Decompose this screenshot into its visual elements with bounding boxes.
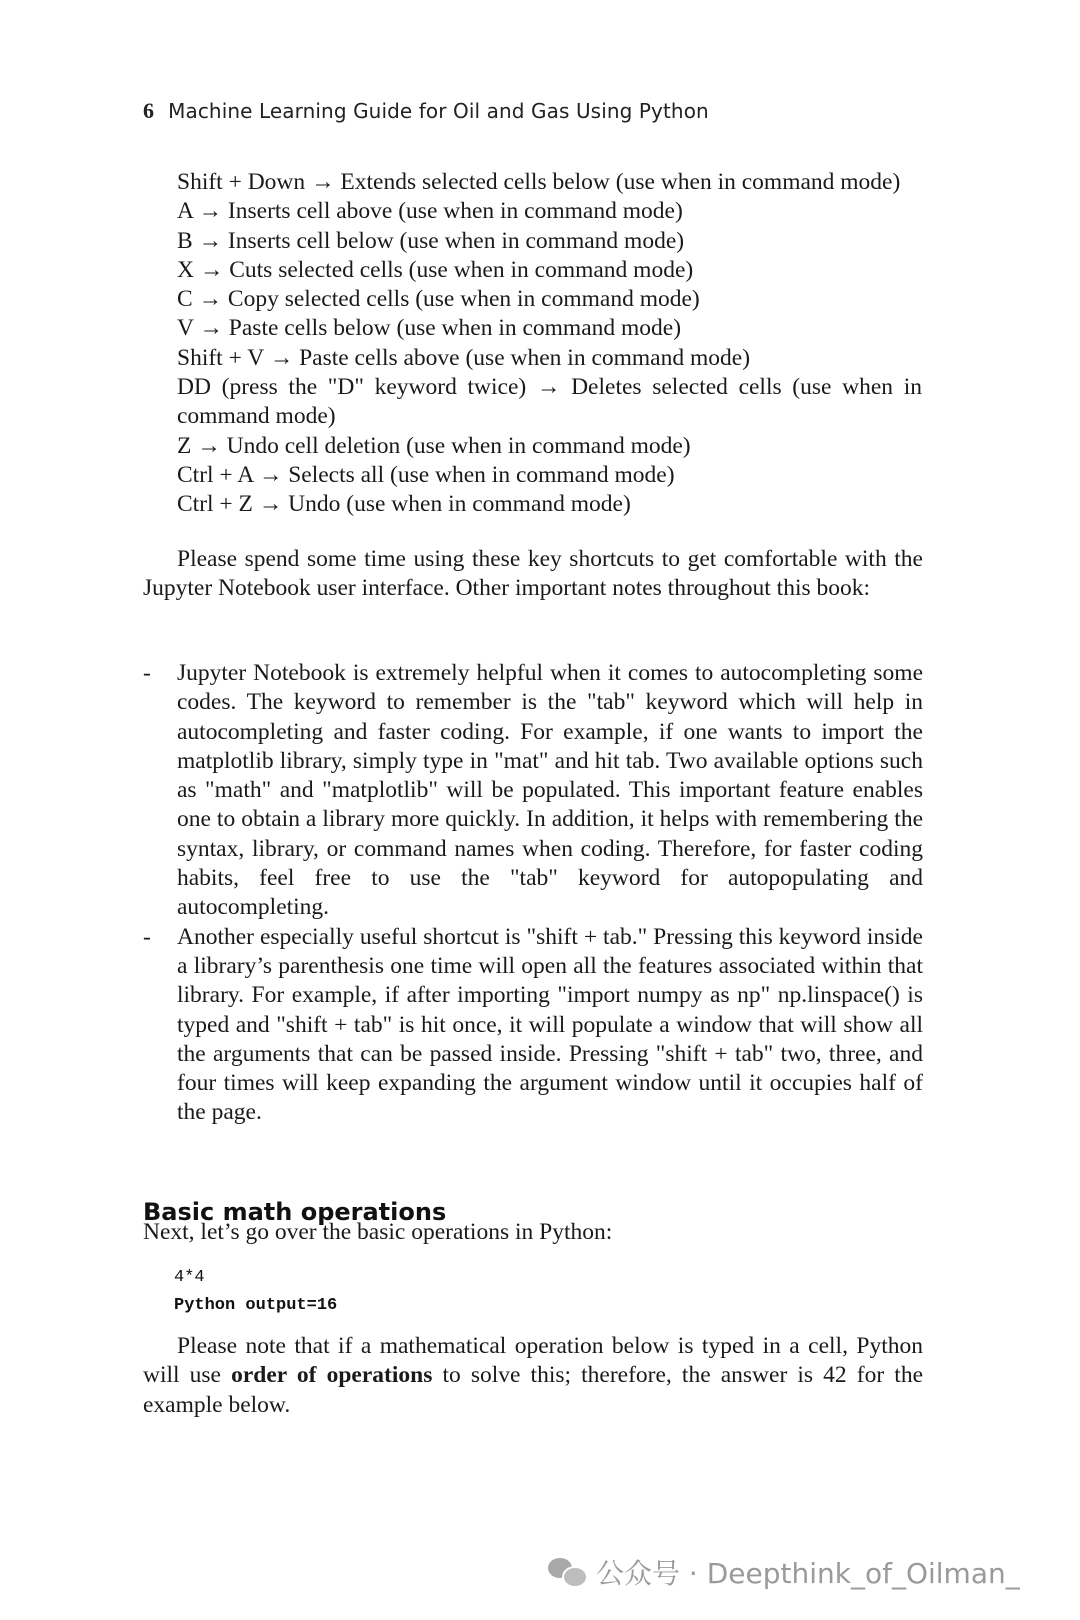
shortcut-item: V → Paste cells below (use when in command mode) (177, 315, 682, 342)
shortcut-list (177, 168, 922, 520)
watermark (548, 1552, 1020, 1592)
shortcut-item: DD (press the "D" keyword twice) → Deletes selected cells (use when in command mode) (177, 374, 922, 430)
code-input: 4*4 (174, 1268, 205, 1287)
note-text-end: to solve this; therefore, the answer is 42 for the example below. (143, 1362, 924, 1418)
shortcut-item: C → Copy selected cells (use when in command mode) (177, 286, 700, 313)
shortcut-item: Ctrl + Z → Undo (use when in command mode) (177, 491, 631, 518)
shortcut-item: X → Cuts selected cells (use when in command mode) (177, 256, 694, 283)
shortcut-item: Shift + Down → Extends selected cells below (use when in command mode) (177, 169, 901, 195)
notes-list (143, 659, 923, 1128)
shortcut-item: Shift + V → Paste cells above (use when in command mode) (177, 344, 751, 371)
bullet-text: Jupyter Notebook is extremely helpful when it comes to autocompleting some codes. The keyword to remember is the "tab" keyword which will help in autocompleting and faster coding. For example, if one wants to import the matplotlib library, simply type in "mat" and hit tab. Two available options such as "math" and "matplotlib" will be populated. This important feature enables one to obtain a library more quickly. In addition, it helps with remembering the syntax, library, or command names when coding. Therefore, for faster coding habits, feel free to use the "tab" keyword for autopopulating and autocompleting. (177, 660, 923, 921)
bullet-text: Another especially useful shortcut is "shift + tab." Pressing this keyword inside a library’s parenthesis one time will open all the features associated within that library. For example, if after importing "import numpy as np" np.linspace() is typed and "shift + tab" is hit once, it will populate a window that will show all the arguments that can be passed inside. Pressing "shift + tab" two, three, and four times will keep expanding the argument window until it occupies half of the page. (177, 923, 923, 1126)
note-text: Please note that if a mathematical operation below is typed in a cell, Python will use (143, 1333, 923, 1389)
shortcut-item: B → Inserts cell below (use when in command mode) (177, 227, 685, 254)
running-head (143, 98, 709, 124)
section-heading: Basic math operations (143, 1198, 447, 1226)
bullet-marker: - (143, 923, 151, 950)
shortcut-item: Ctrl + A → Selects all (use when in command mode) (177, 461, 675, 488)
book-title: Machine Learning Guide for Oil and Gas Using Python (168, 99, 709, 123)
code-output: Python output=16 (174, 1296, 338, 1315)
shortcut-item: A → Inserts cell above (use when in command mode) (177, 198, 683, 225)
wechat-icon (548, 1556, 588, 1588)
note-paragraph (143, 1332, 923, 1420)
watermark-label: 公众号 · Deepthink_of_Oilman_ (596, 1557, 1020, 1590)
page-number: 6 (143, 98, 155, 123)
emphasis-term: order of operations (231, 1362, 433, 1389)
list-item (143, 923, 923, 1128)
shortcut-item: Z → Undo cell deletion (use when in command mode) (177, 432, 691, 459)
intro-paragraph: Please spend some time using these key shortcuts to get comfortable with the Jupyter Notebook user interface. Other important notes throughout this book: (143, 546, 923, 602)
bullet-marker: - (143, 660, 151, 686)
section-lead: Next, let’s go over the basic operations in Python: (143, 1219, 613, 1245)
list-item (143, 659, 923, 923)
